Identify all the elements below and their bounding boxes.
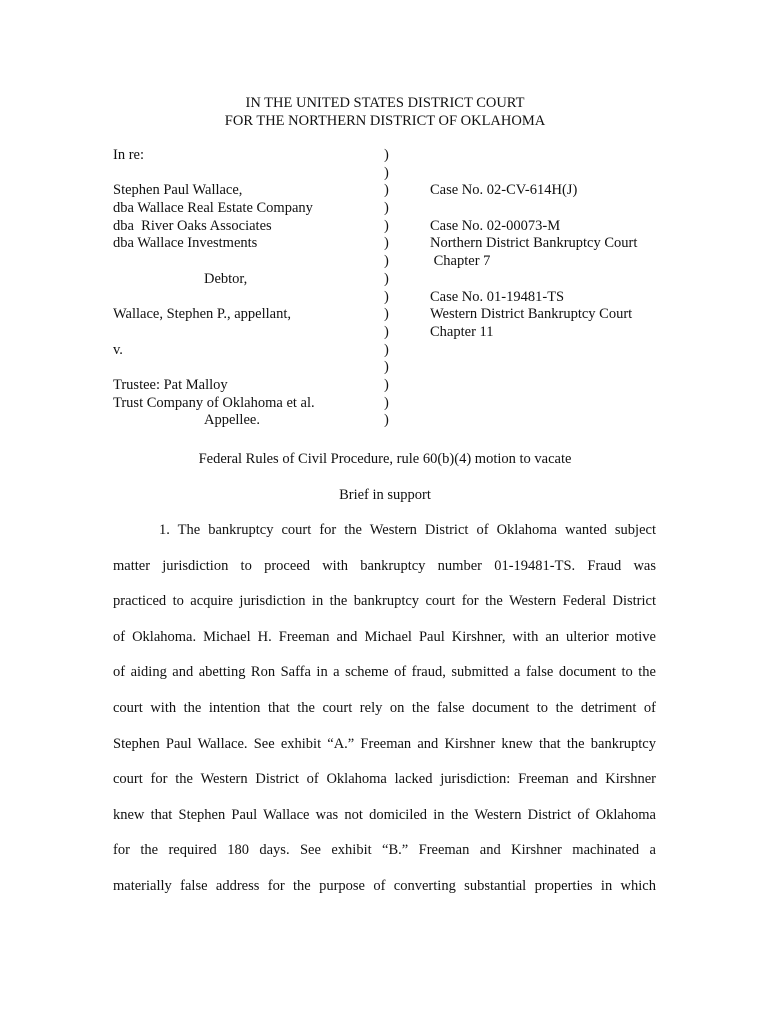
northern-case-number: Case No. 02-00073-M xyxy=(430,217,561,234)
case-blank xyxy=(430,271,750,289)
body-line: Stephen Paul Wallace. See exhibit “A.” Freeman and Kirshner knew that the bankruptcy xyxy=(113,735,656,752)
case-blank xyxy=(430,147,750,165)
body-line: 1. The bankruptcy court for the Western District of Oklahoma wanted subject xyxy=(159,522,656,538)
brief-title: Brief in support xyxy=(339,487,431,503)
appellee-label: Appellee. xyxy=(204,412,260,429)
court-header xyxy=(0,94,770,130)
caption-blank xyxy=(113,253,373,271)
brief-body xyxy=(113,513,656,905)
western-case-number: Case No. 01-19481-TS xyxy=(430,288,565,305)
caption-divider xyxy=(384,147,396,430)
caption-blank xyxy=(113,359,373,377)
caption-blank xyxy=(113,289,373,307)
appellant-line: Wallace, Stephen P., appellant, xyxy=(113,306,292,323)
versus-label: v. xyxy=(113,341,123,358)
body-line: matter jurisdiction to proceed with bankruptcy number 01-19481-TS. Fraud was xyxy=(113,557,656,574)
caption-paren: ) xyxy=(384,270,389,287)
debtor-name: Stephen Paul Wallace, xyxy=(113,182,243,199)
trust-company-line: Trust Company of Oklahoma et al. xyxy=(113,394,315,411)
body-line: materially false address for the purpose of converting substantial properties in which xyxy=(113,877,656,894)
body-line: practiced to acquire jurisdiction in the bankruptcy court for the Western Federal District xyxy=(113,593,656,610)
caption-parties xyxy=(113,147,373,430)
caption-paren: ) xyxy=(384,359,389,376)
district-case-number: Case No. 02-CV-614H(J) xyxy=(430,182,578,199)
caption-paren: ) xyxy=(384,164,389,181)
body-line: for the required 180 days. See exhibit “B.” Freeman and Kirshner machinated a xyxy=(113,842,656,859)
debtor-label: Debtor, xyxy=(204,270,248,287)
trustee-line: Trustee: Pat Malloy xyxy=(113,376,228,393)
body-line: court with the intention that the court rely on the false document to the detriment of xyxy=(113,699,656,716)
body-line: knew that Stephen Paul Wallace was not domiciled in the Western District of Oklahoma xyxy=(113,806,656,823)
dba-line: dba Wallace Real Estate Company xyxy=(113,200,313,217)
caption-paren: ) xyxy=(384,217,389,234)
caption-paren: ) xyxy=(384,306,389,323)
body-line: court for the Western District of Oklahoma lacked jurisdiction: Freeman and Kirshner xyxy=(113,771,656,788)
court-name-line: IN THE UNITED STATES DISTRICT COURT xyxy=(245,95,525,111)
caption-paren: ) xyxy=(384,288,389,305)
body-line: of aiding and abetting Ron Saffa in a scheme of fraud, submitted a false document to the xyxy=(113,664,656,681)
dba-line: dba Wallace Investments xyxy=(113,235,258,252)
case-blank xyxy=(430,165,750,183)
caption-in-re: In re: xyxy=(113,147,144,163)
northern-chapter: Chapter 7 xyxy=(430,253,491,270)
western-chapter: Chapter 11 xyxy=(430,323,494,340)
northern-court-name: Northern District Bankruptcy Court xyxy=(430,235,638,252)
body-line: of Oklahoma. Michael H. Freeman and Michael Paul Kirshner, with an ulterior motive xyxy=(113,628,656,645)
caption-paren: ) xyxy=(384,341,389,358)
caption-paren: ) xyxy=(384,376,389,393)
caption-blank xyxy=(113,165,373,183)
caption-case-numbers xyxy=(430,147,750,342)
caption-blank xyxy=(113,324,373,342)
western-court-name: Western District Bankruptcy Court xyxy=(430,306,633,323)
caption-paren: ) xyxy=(384,253,389,270)
caption-paren: ) xyxy=(384,412,389,429)
caption-paren: ) xyxy=(384,394,389,411)
caption-paren: ) xyxy=(384,182,389,199)
dba-line: dba River Oaks Associates xyxy=(113,217,272,234)
caption-paren: ) xyxy=(384,235,389,252)
caption-paren: ) xyxy=(384,200,389,217)
case-blank xyxy=(430,200,750,218)
motion-title: Federal Rules of Civil Procedure, rule 60(b)(4) motion to vacate xyxy=(198,451,572,467)
district-line: FOR THE NORTHERN DISTRICT OF OKLAHOMA xyxy=(224,113,546,129)
caption-paren: ) xyxy=(384,323,389,340)
caption-paren: ) xyxy=(384,147,389,163)
